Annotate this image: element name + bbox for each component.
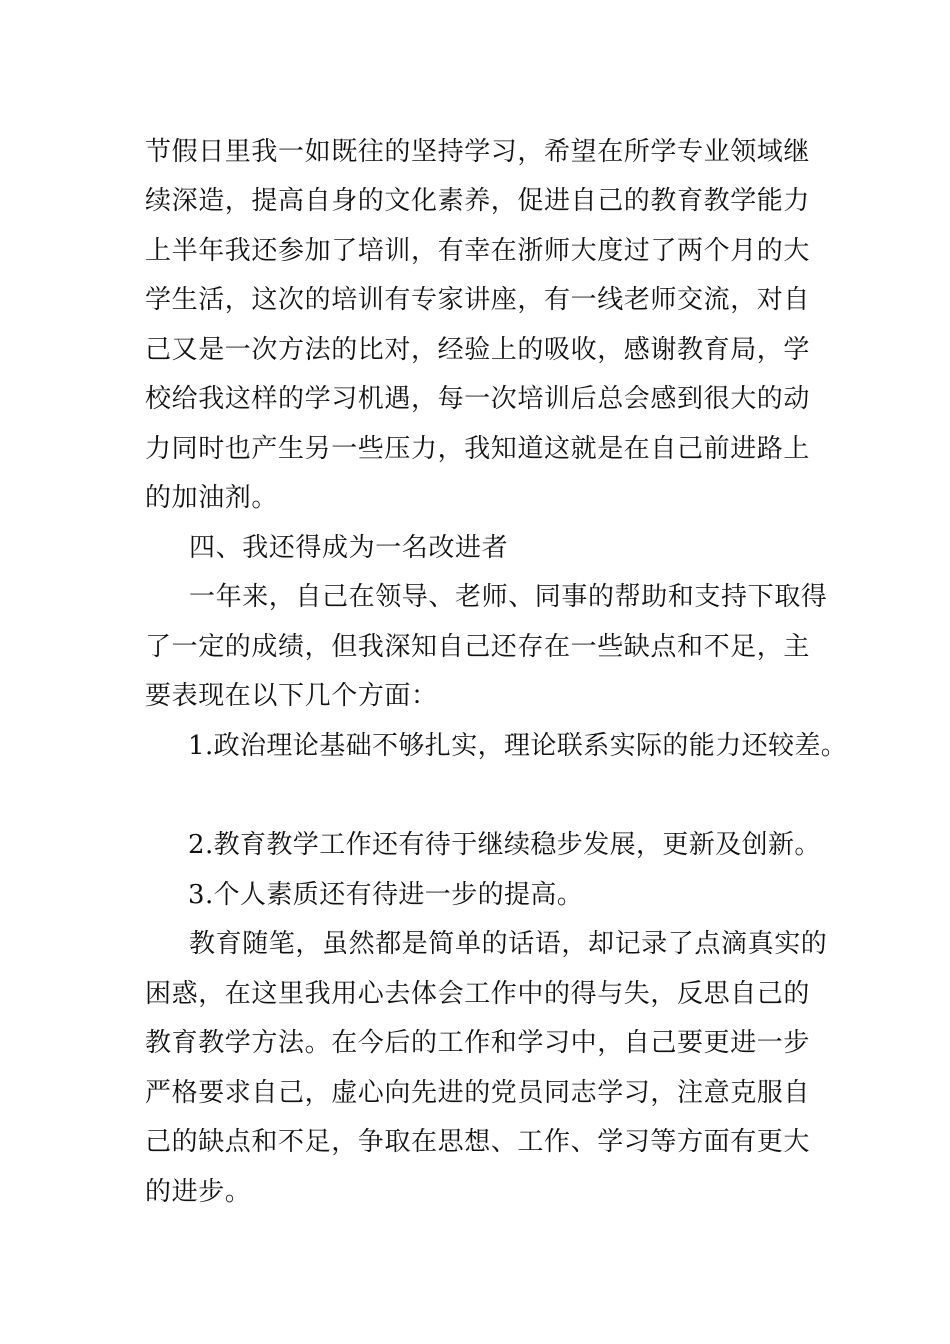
paragraph-3-line-6: 的进步。 — [145, 1177, 252, 1207]
paragraph-2-line-2: 了一定的成绩，但我深知自己还存在一些缺点和不足，主 — [145, 632, 811, 662]
paragraph-3-line-2: 困惑，在这里我用心去体会工作中的得与失，反思自己的 — [145, 979, 811, 1009]
paragraph-3-line-3: 教育教学方法。在今后的工作和学习中，自己要更进一步 — [145, 1028, 811, 1058]
list-item-2: 2.教育教学工作还有待于继续稳步发展，更新及创新。 — [188, 830, 821, 860]
paragraph-3-line-1: 教育随笔，虽然都是简单的话语，却记录了点滴真实的 — [189, 929, 828, 959]
paragraph-3-line-4: 严格要求自己，虚心向先进的党员同志学习，注意克服自 — [145, 1078, 811, 1108]
paragraph-1-line-8: 的加油剂。 — [145, 483, 279, 513]
list-item-3: 3.个人素质还有待进一步的提高。 — [188, 880, 584, 910]
paragraph-1-line-7: 力同时也产生另一些压力，我知道这就是在自己前进路上 — [145, 434, 811, 464]
paragraph-3-line-5: 己的缺点和不足，争取在思想、工作、学习等方面有更大 — [145, 1127, 811, 1157]
paragraph-2-line-3: 要表现在以下几个方面： — [145, 681, 438, 711]
list-item-1: 1.政治理论基础不够扎实，理论联系实际的能力还较差。 — [188, 731, 848, 761]
paragraph-1-line-3: 上半年我还参加了培训，有幸在浙师大度过了两个月的大 — [145, 236, 811, 266]
paragraph-1-line-5: 己又是一次方法的比对，经验上的吸收，感谢教育局，学 — [145, 335, 811, 365]
section-heading-4: 四、我还得成为一名改进者 — [189, 533, 509, 563]
paragraph-1-line-4: 学生活，这次的培训有专家讲座，有一线老师交流，对自 — [145, 285, 811, 315]
paragraph-1-line-1: 节假日里我一如既往的坚持学习，希望在所学专业领域继 — [145, 137, 811, 167]
paragraph-1-line-2: 续深造，提高自身的文化素养，促进自己的教育教学能力 — [145, 186, 811, 216]
paragraph-2-line-1: 一年来，自己在领导、老师、同事的帮助和支持下取得 — [189, 582, 828, 612]
paragraph-1-line-6: 校给我这样的学习机遇，每一次培训后总会感到很大的动 — [145, 384, 811, 414]
